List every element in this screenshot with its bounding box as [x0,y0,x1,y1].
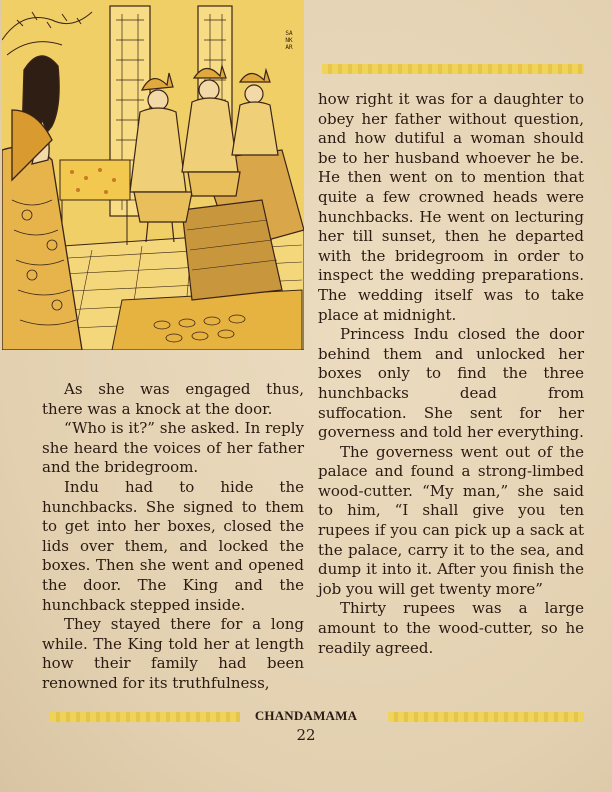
paragraph: Thirty rupees was a large amount to the wood-cutter, so he readily agreed. [318,599,584,657]
paragraph: They stayed there for a long while. The King told her at length how their family had been renowned for its truthfulness, [42,615,304,692]
paragraph: “Who is it?” she asked. In reply she heard the voices of her father and the bridegroom. [42,419,304,477]
story-illustration-icon [2,0,304,350]
magazine-title: CHANDAMAMA [254,708,358,723]
right-text-column [318,90,584,658]
paragraph: As she was engaged thus, there was a knock at the door. [42,380,304,418]
paragraph: The governess went out of the palace and found a strong-limbed wood-cutter. “My man,” she said to him, “I shall give you ten rupees if you can pick up a sack at the palace, carry it to the sea, and dump it into it. After you finish the job you will get twenty more” [318,442,584,598]
paragraph: Princess Indu closed the door behind them and unlocked her boxes only to find the three hunchbacks dead from suffocation. She sent for her governess and told her everything. [318,325,584,442]
paragraph: how right it was for a daughter to obey her father without question, and how dutiful a woman should be to her husband whoever he be. He then went on to mention that quite a few crowned heads were hunchbacks. He went on lecturing her till sunset, then he departed with the bridegroom in order to inspect the wedding preparations. The wedding itself was to take place at midnight. [318,90,584,324]
paragraph: Indu had to hide the hunchbacks. She signed to them to get into her boxes, closed the lids over them, and locked the boxes. Then she went and opened the door. The King and the hunchback stepped inside. [42,477,304,614]
story-illustration [2,0,304,350]
page-number: 22 [296,726,316,744]
left-text-column [42,380,304,694]
decorative-rule-top [322,64,584,74]
artist-signature: SANKAR [285,30,293,51]
